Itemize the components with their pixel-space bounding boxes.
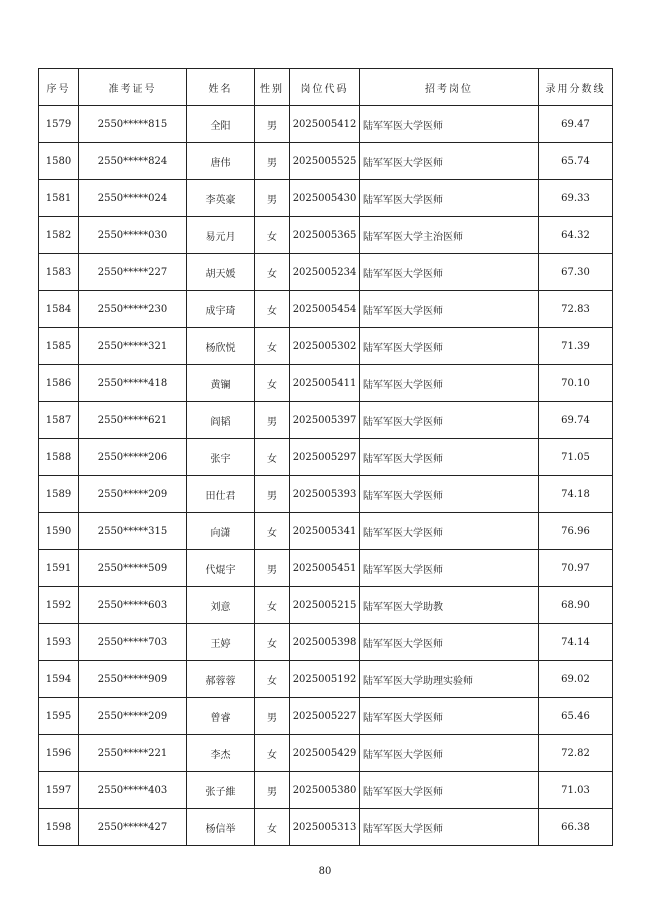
cell-ticket: 2550*****030 xyxy=(79,217,187,254)
cell-gender: 男 xyxy=(255,402,290,439)
cell-gender: 女 xyxy=(255,624,290,661)
table-row xyxy=(39,328,613,365)
cell-name: 张子維 xyxy=(187,772,255,809)
cell-post-code: 2025005429 xyxy=(290,735,360,772)
table-row xyxy=(39,476,613,513)
header-post-code: 岗位代码 xyxy=(290,69,360,106)
cell-ticket: 2550*****824 xyxy=(79,143,187,180)
cell-name: 郝蓉蓉 xyxy=(187,661,255,698)
header-post: 招考岗位 xyxy=(360,69,539,106)
cell-post-code: 2025005451 xyxy=(290,550,360,587)
cell-name: 代焜宇 xyxy=(187,550,255,587)
cell-score: 69.33 xyxy=(539,180,613,217)
cell-name: 曾睿 xyxy=(187,698,255,735)
cell-seq: 1597 xyxy=(39,772,79,809)
cell-post-code: 2025005411 xyxy=(290,365,360,402)
cell-post-code: 2025005430 xyxy=(290,180,360,217)
cell-post: 陆军军医大学医师 xyxy=(360,180,539,217)
cell-ticket: 2550*****206 xyxy=(79,439,187,476)
table-row xyxy=(39,772,613,809)
cell-post-code: 2025005215 xyxy=(290,587,360,624)
cell-gender: 男 xyxy=(255,550,290,587)
cell-gender: 男 xyxy=(255,180,290,217)
cell-score: 65.74 xyxy=(539,143,613,180)
cell-seq: 1583 xyxy=(39,254,79,291)
cell-post: 陆军军医大学主治医师 xyxy=(360,217,539,254)
cell-post: 陆军军医大学医师 xyxy=(360,106,539,143)
table-row xyxy=(39,439,613,476)
cell-name: 杨欣悦 xyxy=(187,328,255,365)
header-gender: 性别 xyxy=(255,69,290,106)
cell-post: 陆军军医大学医师 xyxy=(360,254,539,291)
cell-gender: 女 xyxy=(255,587,290,624)
cell-name: 刘意 xyxy=(187,587,255,624)
cell-seq: 1590 xyxy=(39,513,79,550)
cell-name: 杨信举 xyxy=(187,809,255,846)
cell-score: 65.46 xyxy=(539,698,613,735)
cell-post: 陆军军医大学医师 xyxy=(360,143,539,180)
cell-seq: 1589 xyxy=(39,476,79,513)
cell-name: 成宇琦 xyxy=(187,291,255,328)
cell-seq: 1594 xyxy=(39,661,79,698)
cell-seq: 1586 xyxy=(39,365,79,402)
cell-gender: 男 xyxy=(255,698,290,735)
cell-score: 69.02 xyxy=(539,661,613,698)
cell-post: 陆军军医大学医师 xyxy=(360,291,539,328)
table-row xyxy=(39,402,613,439)
cell-ticket: 2550*****815 xyxy=(79,106,187,143)
cell-name: 易元月 xyxy=(187,217,255,254)
cell-seq: 1580 xyxy=(39,143,79,180)
cell-score: 74.18 xyxy=(539,476,613,513)
cell-seq: 1598 xyxy=(39,809,79,846)
cell-score: 72.82 xyxy=(539,735,613,772)
cell-post-code: 2025005393 xyxy=(290,476,360,513)
cell-gender: 女 xyxy=(255,365,290,402)
cell-name: 胡天媛 xyxy=(187,254,255,291)
cell-post-code: 2025005525 xyxy=(290,143,360,180)
cell-seq: 1592 xyxy=(39,587,79,624)
cell-post: 陆军军医大学医师 xyxy=(360,735,539,772)
cell-score: 74.14 xyxy=(539,624,613,661)
cell-post: 陆军军医大学医师 xyxy=(360,550,539,587)
cell-gender: 男 xyxy=(255,143,290,180)
header-score: 录用分数线 xyxy=(539,69,613,106)
cell-post: 陆军军医大学医师 xyxy=(360,513,539,550)
table-row xyxy=(39,291,613,328)
cell-post-code: 2025005365 xyxy=(290,217,360,254)
cell-score: 67.30 xyxy=(539,254,613,291)
cell-score: 71.05 xyxy=(539,439,613,476)
cell-ticket: 2550*****221 xyxy=(79,735,187,772)
cell-post: 陆军军医大学助教 xyxy=(360,587,539,624)
cell-ticket: 2550*****403 xyxy=(79,772,187,809)
cell-score: 69.47 xyxy=(539,106,613,143)
cell-ticket: 2550*****603 xyxy=(79,587,187,624)
cell-ticket: 2550*****315 xyxy=(79,513,187,550)
cell-score: 64.32 xyxy=(539,217,613,254)
cell-ticket: 2550*****024 xyxy=(79,180,187,217)
cell-post: 陆军军医大学医师 xyxy=(360,772,539,809)
cell-post: 陆军军医大学医师 xyxy=(360,328,539,365)
table-row xyxy=(39,698,613,735)
cell-gender: 女 xyxy=(255,661,290,698)
cell-score: 70.97 xyxy=(539,550,613,587)
cell-name: 黄镧 xyxy=(187,365,255,402)
cell-score: 66.38 xyxy=(539,809,613,846)
cell-score: 68.90 xyxy=(539,587,613,624)
cell-post: 陆军军医大学医师 xyxy=(360,809,539,846)
cell-ticket: 2550*****909 xyxy=(79,661,187,698)
cell-post-code: 2025005341 xyxy=(290,513,360,550)
cell-post-code: 2025005454 xyxy=(290,291,360,328)
cell-name: 王婷 xyxy=(187,624,255,661)
cell-post: 陆军军医大学助理实验师 xyxy=(360,661,539,698)
table-row xyxy=(39,254,613,291)
cell-gender: 男 xyxy=(255,106,290,143)
cell-score: 76.96 xyxy=(539,513,613,550)
cell-gender: 女 xyxy=(255,217,290,254)
cell-ticket: 2550*****230 xyxy=(79,291,187,328)
cell-post-code: 2025005313 xyxy=(290,809,360,846)
cell-post-code: 2025005380 xyxy=(290,772,360,809)
cell-name: 田仕君 xyxy=(187,476,255,513)
cell-post: 陆军军医大学医师 xyxy=(360,439,539,476)
cell-ticket: 2550*****621 xyxy=(79,402,187,439)
table-row xyxy=(39,587,613,624)
cell-post: 陆军军医大学医师 xyxy=(360,402,539,439)
table-row xyxy=(39,624,613,661)
cell-name: 李杰 xyxy=(187,735,255,772)
cell-gender: 女 xyxy=(255,735,290,772)
cell-post: 陆军军医大学医师 xyxy=(360,476,539,513)
results-table xyxy=(38,68,613,846)
table-row xyxy=(39,106,613,143)
cell-gender: 女 xyxy=(255,809,290,846)
cell-post-code: 2025005234 xyxy=(290,254,360,291)
cell-ticket: 2550*****418 xyxy=(79,365,187,402)
cell-name: 向潇 xyxy=(187,513,255,550)
cell-ticket: 2550*****321 xyxy=(79,328,187,365)
cell-score: 69.74 xyxy=(539,402,613,439)
cell-seq: 1591 xyxy=(39,550,79,587)
table-body xyxy=(39,106,613,846)
cell-post: 陆军军医大学医师 xyxy=(360,365,539,402)
table-row xyxy=(39,550,613,587)
table-row xyxy=(39,513,613,550)
cell-post-code: 2025005297 xyxy=(290,439,360,476)
header-row xyxy=(39,69,613,106)
cell-score: 72.83 xyxy=(539,291,613,328)
header-seq: 序号 xyxy=(39,69,79,106)
cell-seq: 1581 xyxy=(39,180,79,217)
table-row xyxy=(39,735,613,772)
cell-seq: 1595 xyxy=(39,698,79,735)
cell-gender: 男 xyxy=(255,476,290,513)
cell-ticket: 2550*****209 xyxy=(79,476,187,513)
cell-seq: 1593 xyxy=(39,624,79,661)
cell-post: 陆军军医大学医师 xyxy=(360,698,539,735)
table-row xyxy=(39,217,613,254)
cell-seq: 1587 xyxy=(39,402,79,439)
cell-post-code: 2025005227 xyxy=(290,698,360,735)
table-row xyxy=(39,661,613,698)
cell-name: 唐伟 xyxy=(187,143,255,180)
cell-gender: 女 xyxy=(255,254,290,291)
cell-gender: 女 xyxy=(255,291,290,328)
cell-score: 71.03 xyxy=(539,772,613,809)
page-number: 80 xyxy=(318,866,332,877)
cell-name: 全阳 xyxy=(187,106,255,143)
cell-seq: 1596 xyxy=(39,735,79,772)
cell-post-code: 2025005398 xyxy=(290,624,360,661)
cell-post-code: 2025005412 xyxy=(290,106,360,143)
cell-ticket: 2550*****227 xyxy=(79,254,187,291)
cell-post-code: 2025005397 xyxy=(290,402,360,439)
cell-score: 70.10 xyxy=(539,365,613,402)
table-row xyxy=(39,180,613,217)
cell-score: 71.39 xyxy=(539,328,613,365)
table-row xyxy=(39,365,613,402)
cell-seq: 1584 xyxy=(39,291,79,328)
cell-ticket: 2550*****509 xyxy=(79,550,187,587)
header-name: 姓名 xyxy=(187,69,255,106)
cell-ticket: 2550*****427 xyxy=(79,809,187,846)
cell-gender: 男 xyxy=(255,772,290,809)
cell-seq: 1588 xyxy=(39,439,79,476)
table-row xyxy=(39,143,613,180)
cell-seq: 1579 xyxy=(39,106,79,143)
cell-gender: 女 xyxy=(255,439,290,476)
table-row xyxy=(39,809,613,846)
cell-ticket: 2550*****209 xyxy=(79,698,187,735)
cell-ticket: 2550*****703 xyxy=(79,624,187,661)
cell-name: 张宇 xyxy=(187,439,255,476)
cell-name: 李英豪 xyxy=(187,180,255,217)
cell-gender: 女 xyxy=(255,513,290,550)
cell-seq: 1585 xyxy=(39,328,79,365)
cell-gender: 女 xyxy=(255,328,290,365)
cell-seq: 1582 xyxy=(39,217,79,254)
header-ticket: 准考证号 xyxy=(79,69,187,106)
cell-post: 陆军军医大学医师 xyxy=(360,624,539,661)
cell-name: 阎韬 xyxy=(187,402,255,439)
cell-post-code: 2025005192 xyxy=(290,661,360,698)
cell-post-code: 2025005302 xyxy=(290,328,360,365)
